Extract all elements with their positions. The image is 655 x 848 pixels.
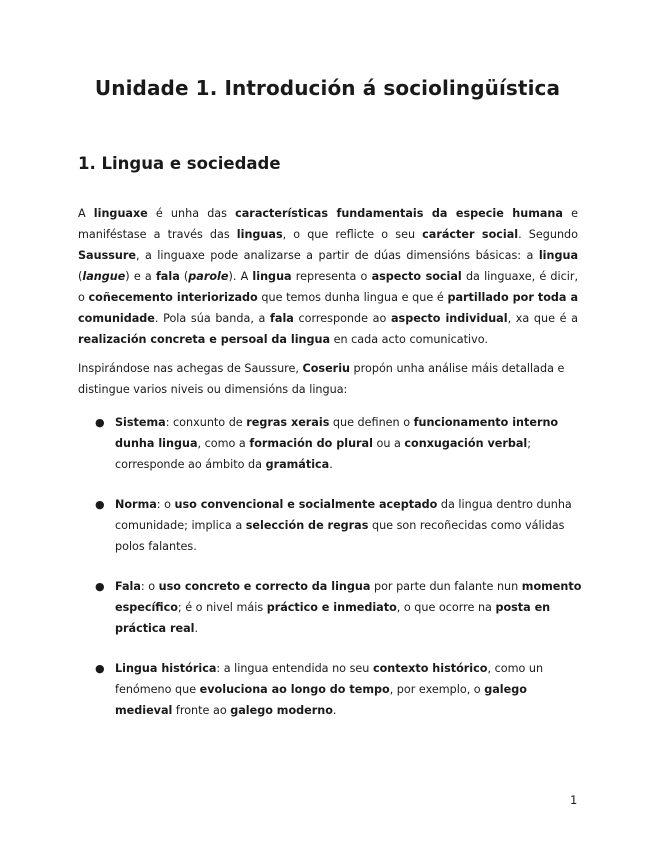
paragraph-coseriu: Inspirándose nas achegas de Saussure, Coseriu propón unha análise máis detallada e distingue varios niveis ou dimensións da lingua:	[78, 362, 565, 396]
bullet-icon: ●	[95, 498, 105, 511]
page-number: 1	[570, 793, 578, 807]
list-item-text: Fala: o uso concreto e correcto da lingua por parte dun falante nun momento específico; é o nivel máis práctico e inmediato, o que ocorre na posta en práctica real.	[115, 580, 582, 635]
section-heading: 1. Lingua e sociedade	[78, 154, 281, 173]
list-item-text: Sistema: conxunto de regras xerais que definen o funcionamento interno dunha lingua, como a formación do plural ou a conxugación verbal; corresponde ao ámbito da gramática.	[115, 416, 559, 471]
list-item-text: Lingua histórica: a lingua entendida no seu contexto histórico, como un fenómeno que evoluciona ao longo do tempo, por exemplo, o galego medieval fronte ao galego moderno.	[115, 662, 544, 717]
bullet-icon: ●	[95, 580, 105, 593]
bullet-icon: ●	[95, 662, 105, 675]
list-item-text: Norma: o uso convencional e socialmente aceptado da lingua dentro dunha comunidade; implica a selección de regras que son recoñecidas como válidas polos falantes.	[115, 498, 572, 553]
page-title: Unidade 1. Introdución á sociolingüística	[94, 76, 561, 100]
paragraph-linguaxe: A linguaxe é unha das características fundamentais da especie humana e maniféstase a través das linguas, o que reflicte o seu carácter social. Segundo Saussure, a linguaxe pode analizarse a partir de dúas dimensións básicas: a lingua (langue) e a fala (parole). A lingua representa o aspecto social da linguaxe, é dicir, o coñecemento interiorizado que temos dunha lingua e que é partillado por toda a comunidade. Pola súa banda, a fala corresponde ao aspecto individual, xa que é a realización concreta e persoal da lingua en cada acto comunicativo.	[78, 207, 579, 346]
bullet-icon: ●	[95, 416, 105, 429]
